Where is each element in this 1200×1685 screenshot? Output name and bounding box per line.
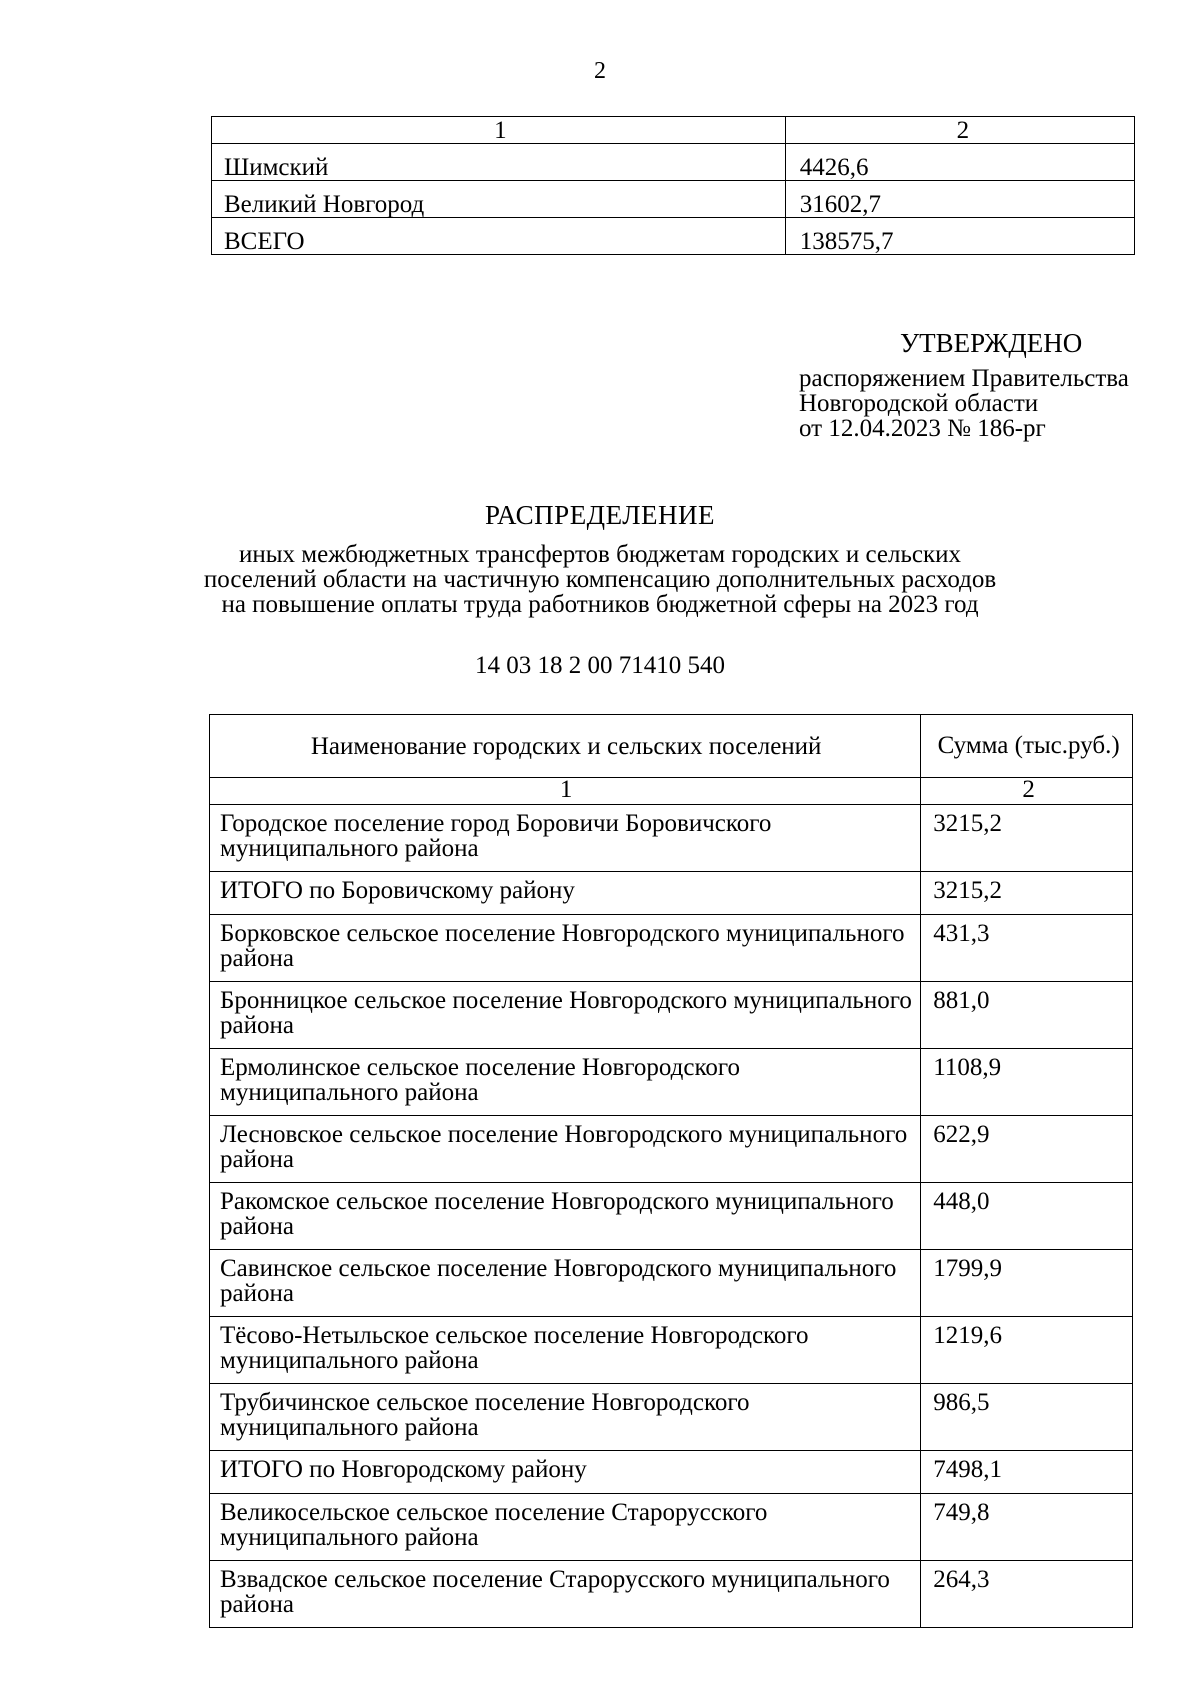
- settlement-sum: 448,0: [921, 1183, 1133, 1250]
- column-number-2: 2: [921, 778, 1133, 805]
- settlement-name: Великосельское сельское поселение Старорусского муниципального района: [210, 1494, 921, 1561]
- district-value: 31602,7: [785, 181, 1134, 218]
- district-name: Великий Новгород: [212, 181, 786, 218]
- settlement-sum: 3215,2: [921, 872, 1133, 915]
- table-row: [210, 1250, 1133, 1317]
- column-number-1: 1: [210, 778, 921, 805]
- column-header-name: Наименование городских и сельских поселений: [210, 715, 921, 778]
- settlement-name: Бронницкое сельское поселение Новгородского муниципального района: [210, 982, 921, 1049]
- column-number-row: [210, 778, 1133, 805]
- table-row: [210, 1494, 1133, 1561]
- settlement-name: ИТОГО по Новгородскому району: [210, 1451, 921, 1494]
- settlement-name: Ермолинское сельское поселение Новгородского муниципального района: [210, 1049, 921, 1116]
- subtotal-row: [210, 1451, 1133, 1494]
- table-header-row: [210, 715, 1133, 778]
- settlement-sum: 1799,9: [921, 1250, 1133, 1317]
- total-label: ВСЕГО: [212, 218, 786, 255]
- settlement-name: Тёсово-Нетыльское сельское поселение Новгородского муниципального района: [210, 1317, 921, 1384]
- table-header-row: [212, 117, 1135, 144]
- page-number: 2: [594, 58, 606, 84]
- continuation-table: [211, 116, 1135, 255]
- settlement-name: Ракомское сельское поселение Новгородского муниципального района: [210, 1183, 921, 1250]
- table-row: [210, 1561, 1133, 1628]
- settlement-name: ИТОГО по Боровичскому району: [210, 872, 921, 915]
- settlement-sum: 264,3: [921, 1561, 1133, 1628]
- distribution-table: [209, 714, 1133, 1628]
- document-title: РАСПРЕДЕЛЕНИЕ: [484, 500, 716, 530]
- settlement-name: Савинское сельское поселение Новгородского муниципального района: [210, 1250, 921, 1317]
- column-number-1: 1: [212, 117, 786, 144]
- approval-block: [799, 366, 1129, 441]
- column-number-2: 2: [785, 117, 1134, 144]
- settlement-sum: 3215,2: [921, 805, 1133, 872]
- subtotal-row: [210, 872, 1133, 915]
- settlement-name: Лесновское сельское поселение Новгородского муниципального района: [210, 1116, 921, 1183]
- district-name: Шимский: [212, 144, 786, 181]
- total-row: [212, 218, 1135, 255]
- settlement-name: Борковское сельское поселение Новгородского муниципального района: [210, 915, 921, 982]
- total-value: 138575,7: [785, 218, 1134, 255]
- approval-title: УТВЕРЖДЕНО: [900, 328, 1083, 358]
- settlement-name: Взвадское сельское поселение Старорусского муниципального района: [210, 1561, 921, 1628]
- budget-code: 14 03 18 2 00 71410 540: [475, 652, 725, 679]
- settlement-sum: 1219,6: [921, 1317, 1133, 1384]
- district-value: 4426,6: [785, 144, 1134, 181]
- settlement-sum: 749,8: [921, 1494, 1133, 1561]
- settlement-sum: 622,9: [921, 1116, 1133, 1183]
- settlement-sum: 7498,1: [921, 1451, 1133, 1494]
- settlement-sum: 1108,9: [921, 1049, 1133, 1116]
- table-row: [210, 1384, 1133, 1451]
- table-row: [212, 181, 1135, 218]
- table-row: [210, 805, 1133, 872]
- settlement-sum: 431,3: [921, 915, 1133, 982]
- approval-line-3: от 12.04.2023 № 186-рг: [799, 415, 1046, 442]
- table-row: [210, 982, 1133, 1049]
- table-row: [210, 1317, 1133, 1384]
- settlement-sum: 986,5: [921, 1384, 1133, 1451]
- table-row: [210, 1116, 1133, 1183]
- settlement-sum: 881,0: [921, 982, 1133, 1049]
- approval-line-1: распоряжением Правительства: [799, 365, 1129, 392]
- approval-line-2: Новгородской области: [799, 390, 1039, 417]
- settlement-name: Городское поселение город Боровичи Боровичского муниципального района: [210, 805, 921, 872]
- table-row: [210, 1183, 1133, 1250]
- table-row: [212, 144, 1135, 181]
- column-header-sum: Сумма (тыс.руб.): [921, 715, 1133, 778]
- table-row: [210, 915, 1133, 982]
- table-row: [210, 1049, 1133, 1116]
- document-subtitle: иных межбюджетных трансфертов бюджетам городских и сельских поселений области на частичную компенсацию дополнительных расходов на повышение оплаты труда работников бюджетной сферы на 2023 год: [203, 541, 997, 618]
- settlement-name: Трубичинское сельское поселение Новгородского муниципального района: [210, 1384, 921, 1451]
